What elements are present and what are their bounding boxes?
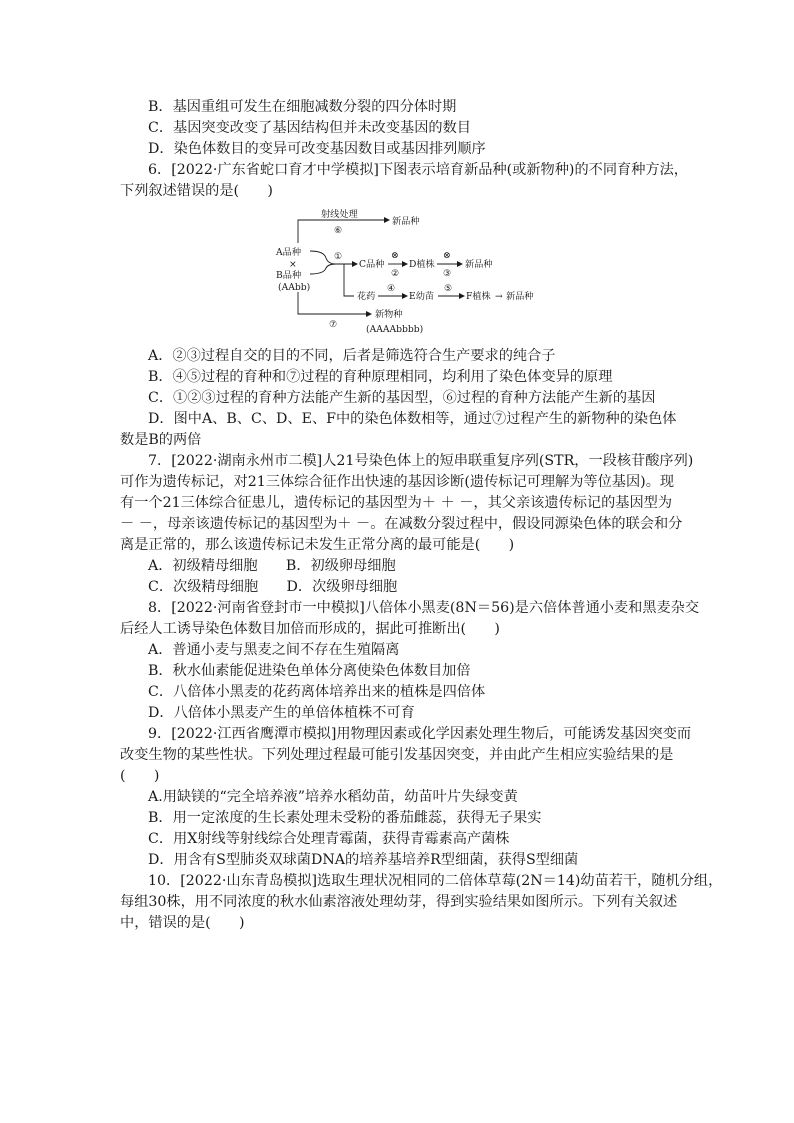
- question-6-stem: 下列叙述错误的是( ): [120, 183, 273, 199]
- diagram-label-pollen: 花药: [357, 291, 376, 302]
- question-7-stem: 7．[2022·湖南永州市二模]人21号染色体上的短串联重复序列(STR，一段核苷酸序列): [148, 453, 694, 469]
- diagram-label-d: D植株: [409, 259, 435, 270]
- question-8-stem: 8．[2022·河南省登封市一中模拟]八倍体小黑麦(8N＝56)是六倍体普通小麦和黑麦杂交: [148, 600, 700, 616]
- diagram-label-new2: 新品种: [465, 259, 493, 270]
- question-7-stem: － －，母亲该遗传标记的基因型为＋ －。在减数分裂过程中，假设同源染色体的联会和分: [120, 516, 683, 532]
- question-8-stem: 后经人工诱导染色体数目加倍而形成的，据此可推断出( ): [120, 621, 500, 637]
- option-line: C．用X射线等射线综合处理青霉菌，获得青霉素高产菌株: [148, 831, 510, 847]
- question-7-stem: 可作为遗传标记，对21三体综合征作出快速的基因诊断(遗传标记可理解为等位基因)。现: [120, 474, 675, 490]
- diagram-label-c: C品种: [359, 259, 385, 270]
- diagram-label-ray: 射线处理: [321, 209, 358, 220]
- diagram-arrow-f-new: →: [495, 291, 503, 302]
- diagram-label-new1: 新品种: [392, 216, 420, 227]
- text-line: C．基因突变改变了基因结构但并未改变基因的数目: [148, 120, 471, 136]
- diagram-step-5: ⑤: [444, 283, 453, 294]
- diagram-step-2: ②: [391, 268, 400, 279]
- diagram-step-3: ③: [443, 268, 452, 279]
- diagram-label-bgen: (AAbb): [278, 282, 311, 293]
- diagram-self-cross-2: ⊗: [443, 250, 451, 261]
- option-line: B．④⑤过程的育种和⑦过程的育种原理相同，均利用了染色体变异的原理: [148, 369, 613, 385]
- question-6-stem: 6．[2022·广东省蛇口育才中学模拟]下图表示培育新品种(或新物种)的不同育种方法，: [148, 162, 688, 178]
- diagram-label-new3: 新品种: [506, 291, 534, 302]
- breeding-methods-diagram: [274, 206, 564, 340]
- text-line: B．基因重组可发生在细胞减数分裂的四分体时期: [148, 99, 457, 115]
- diagram-label-e: E幼苗: [409, 291, 435, 302]
- diagram-step-1: ①: [334, 251, 343, 262]
- question-10-stem: 10．[2022·山东青岛模拟]选取生理状况相同的二倍体草莓(2N＝14)幼苗若干，随机分组，: [148, 873, 723, 889]
- diagram-self-cross-1: ⊗: [391, 250, 399, 261]
- diagram-label-sgen: (AAAAbbbb): [366, 324, 424, 335]
- diagram-step-4: ④: [387, 283, 396, 294]
- question-9-stem: 改变生物的某些性状。下列处理过程最可能引发基因突变，并由此产生相应实验结果的是: [120, 747, 674, 763]
- question-10-stem: 中，错误的是( ): [120, 915, 245, 931]
- diagram-label-species: 新物种: [375, 309, 403, 320]
- option-line: A．②③过程自交的目的不同，后者是筛选符合生产要求的纯合子: [148, 348, 556, 364]
- diagram-step-7: ⑦: [329, 319, 338, 330]
- option-line: A．普通小麦与黑麦之间不存在生殖隔离: [148, 642, 400, 658]
- option-line: B．用一定浓度的生长素处理未受粉的番茄雌蕊，获得无子果实: [148, 810, 542, 826]
- question-9-stem: ( ): [120, 768, 160, 784]
- question-9-stem: 9．[2022·江西省鹰潭市模拟]用物理因素或化学因素处理生物后，可能诱发基因突变而: [148, 726, 692, 742]
- option-line: C．次级精母细胞 D．次级卵母细胞: [148, 579, 398, 595]
- diagram-label-x: ×: [289, 259, 297, 270]
- diagram-label-b: B品种: [276, 270, 302, 281]
- question-7-stem: 有一个21三体综合征患儿，遗传标记的基因型为＋ ＋ －，其父亲该遗传标记的基因型为: [120, 495, 673, 511]
- question-7-stem: 离是正常的，那么该遗传标记未发生正常分离的最可能是( ): [120, 537, 515, 553]
- diagram-label-f: F植株: [466, 291, 491, 302]
- diagram-label-a: A品种: [276, 247, 302, 258]
- option-line: A.用缺镁的“完全培养液”培养水稻幼苗，幼苗叶片失绿变黄: [148, 789, 518, 805]
- option-line: D．用含有S型肺炎双球菌DNA的培养基培养R型细菌，获得S型细菌: [148, 852, 579, 868]
- option-line: A．初级精母细胞 B．初级卵母细胞: [148, 558, 396, 574]
- option-line: D．图中A、B、C、D、E、F中的染色体数相等，通过⑦过程产生的新物种的染色体: [148, 411, 677, 427]
- option-line: B．秋水仙素能促进染色单体分离使染色体数目加倍: [148, 663, 471, 679]
- option-line: C．八倍体小黑麦的花药离体培养出来的植株是四倍体: [148, 684, 486, 700]
- text-line: D．染色体数目的变异可改变基因数目或基因排列顺序: [148, 141, 486, 157]
- diagram-step-6: ⑥: [334, 225, 343, 236]
- option-line: D．八倍体小黑麦产生的单倍体植株不可育: [148, 705, 415, 721]
- option-line: 数是B的两倍: [120, 432, 202, 448]
- option-line: C．①②③过程的育种方法能产生新的基因型，⑥过程的育种方法能产生新的基因: [148, 390, 656, 406]
- question-10-stem: 每组30株，用不同浓度的秋水仙素溶液处理幼芽，得到实验结果如图所示。下列有关叙述: [120, 894, 678, 910]
